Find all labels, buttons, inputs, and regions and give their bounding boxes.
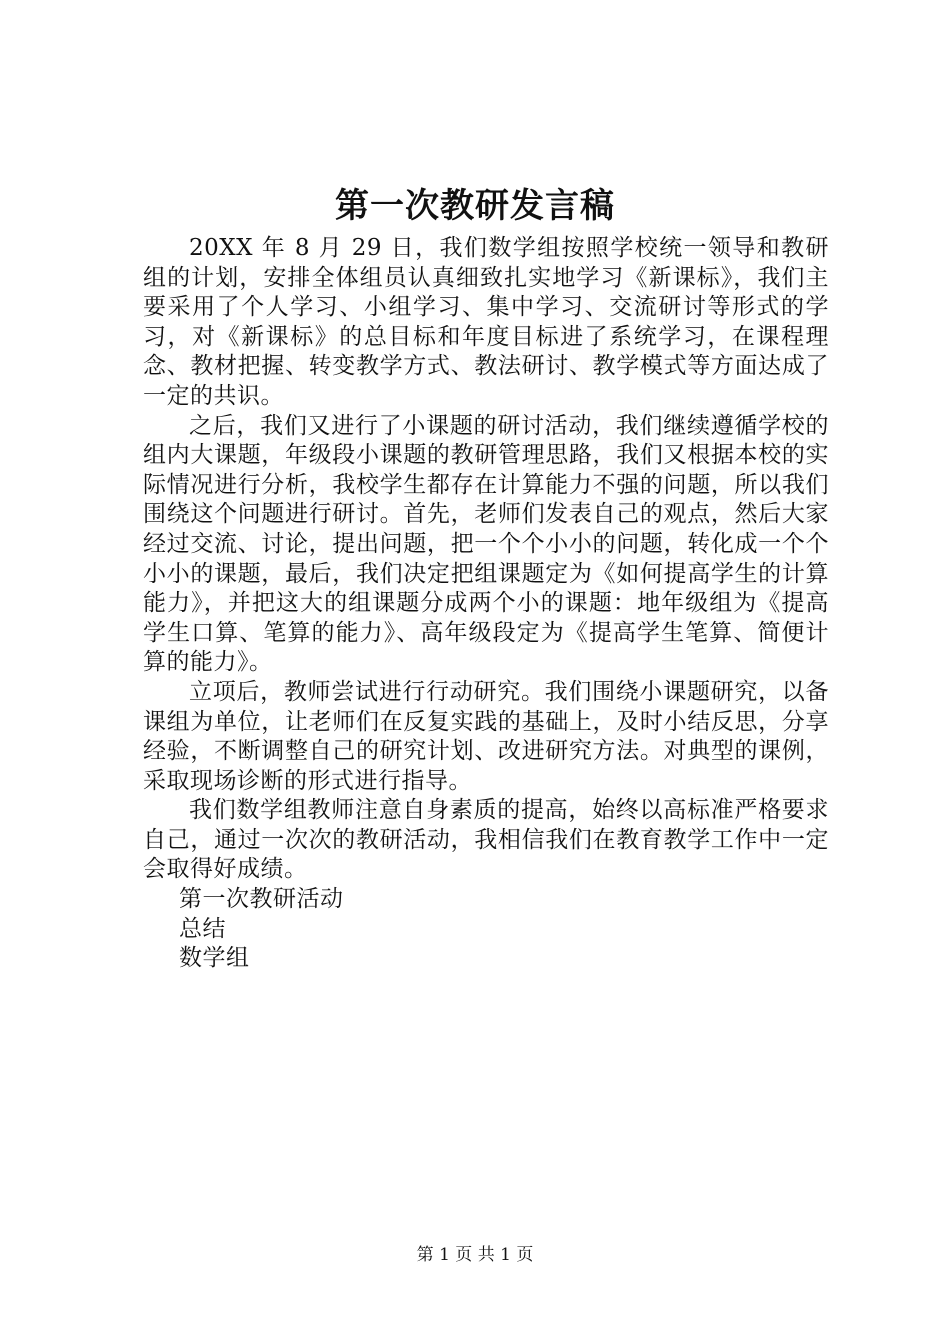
signature-line-3: 数学组 [179, 945, 250, 972]
paragraph-1: 20XX 年 8 月 29 日，我们数学组按照学校统一领导和教研组的计划，安排全体组员认真细致扎实地学习《新课标》，我们主要采用了个人学习、小组学习、集中学习、交流研讨等形式的学习，对《新课标》的总目标和年度目标进了系统学习，在课程理念、教材把握、转变教学方式、教法研讨、教学模式等方面达成了一定的共识。 [143, 235, 829, 409]
signature-line-1: 第一次教研活动 [179, 886, 344, 913]
paragraph-2: 之后，我们又进行了小课题的研讨活动，我们继续遵循学校的组内大课题，年级段小课题的教研管理思路，我们又根据本校的实际情况进行分析，我校学生都存在计算能力不强的问题，所以我们围绕这个问题进行研讨。首先，老师们发表自己的观点，然后大家经过交流、讨论，提出问题，把一个个小小的问题，转化成一个个小小的课题，最后，我们决定把组课题定为《如何提高学生的计算能力》，并把这大的组课题分成两个小的课题：地年级组为《提高学生口算、笔算的能力》、高年级段定为《提高学生笔算、简便计算的能力》。 [143, 412, 829, 676]
document-title: 第一次教研发言稿 [335, 186, 615, 226]
document-body [143, 234, 829, 974]
signature-line-2: 总结 [179, 915, 226, 942]
paragraph-3: 立项后，教师尝试进行行动研究。我们围绕小课题研究，以备课组为单位，让老师们在反复实践的基础上，及时小结反思，分享经验，不断调整自己的研究计划、改进研究方法。对典型的课例，采取现场诊断的形式进行指导。 [143, 678, 829, 794]
paragraph-4: 我们数学组教师注意自身素质的提高，始终以高标准严格要求自己，通过一次次的教研活动，我相信我们在教育教学工作中一定会取得好成绩。 [143, 797, 829, 883]
page-footer: 第 1 页 共 1 页 [416, 1245, 534, 1265]
